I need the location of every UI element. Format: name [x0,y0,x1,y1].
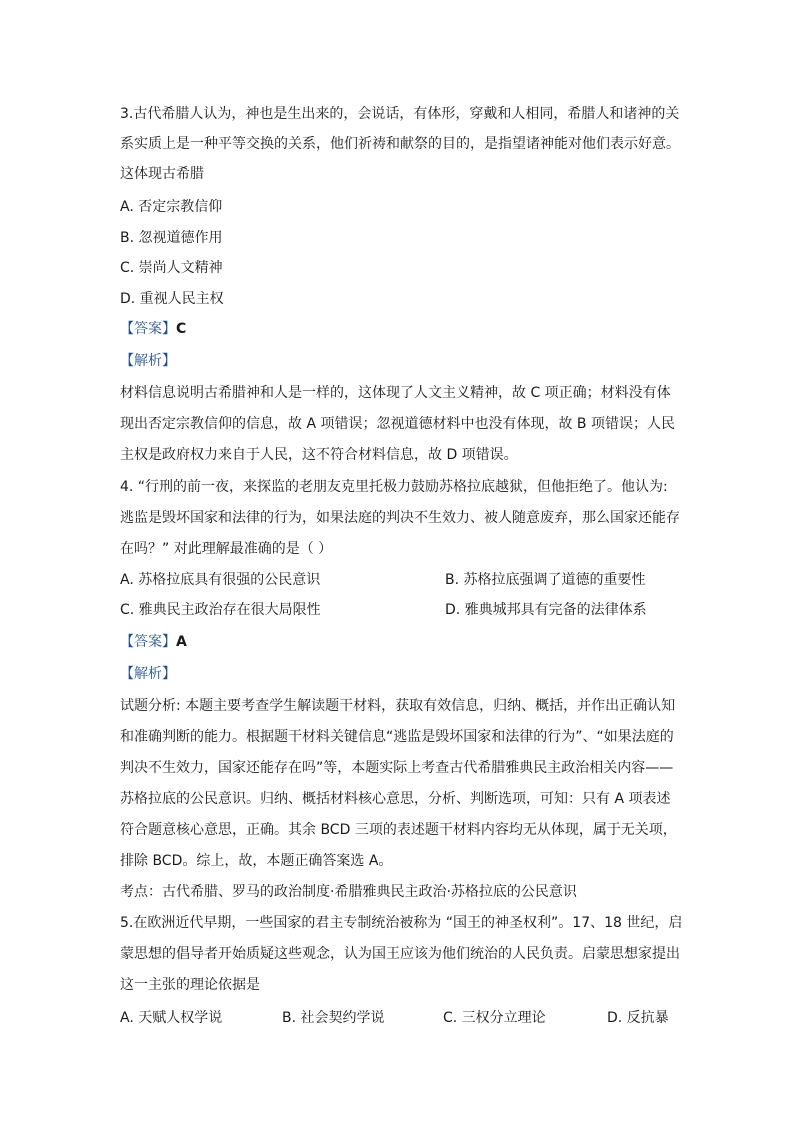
q4-stem-line-1: 4. “行刑的前一夜，来探监的老朋友克里托极力鼓励苏格拉底越狱，但他拒绝了。他认为: [120,479,668,495]
q4-option-d: D. 雅典城邦具有完备的法律体系 [445,602,647,618]
q5-option-d: D. 反抗暴 [607,1010,669,1026]
q3-option-d: D. 重视人民主权 [120,291,224,307]
q3-stem-line-3: 这体现古希腊 [120,166,204,182]
q3-analysis-line-3: 主权是政府权力来自于人民，这不符合材料信息，故 D 项错误。 [120,447,518,463]
answer-tag: 【答案】 [120,321,176,337]
q4-option-a: A. 苏格拉底具有很强的公民意识 [120,572,321,588]
q4-analysis-line-5: 符合题意核心意思，正确。其余 BCD 三项的表述题干材料内容均无从体现，属于无关项， [120,822,677,838]
q4-analysis-line-2: 和准确判断的能力。根据题干材料关键信息“逃监是毁坏国家和法律的行为”、“如果法庭的 [120,729,674,745]
q5-option-a: A. 天赋人权学说 [120,1010,223,1026]
q4-options-row-2 [120,600,680,620]
answer-value: A [176,634,187,650]
q5-stem-line-1: 5.在欧洲近代早期，一些国家的君主专制统治被称为 “国王的神圣权利”。17、18 世纪，启 [120,915,683,931]
q5-option-b: B. 社会契约学说 [282,1010,385,1026]
q3-option-c: C. 崇尚人文精神 [120,260,223,276]
q4-analysis-line-6: 排除 BCD。综上，故，本题正确答案选 A。 [120,853,393,869]
answer-tag: 【答案】 [120,634,176,650]
q4-analysis-tag: 【解析】 [120,666,176,682]
q4-analysis-line-3: 判决不生效力，国家还能存在吗”等，本题实际上考查古代希腊雅典民主政治相关内容—— [120,760,674,776]
q4-options-row-1 [120,570,680,590]
q4-option-c: C. 雅典民主政治存在很大局限性 [120,602,321,618]
answer-value: C [176,321,187,337]
q3-stem-line-2: 系实质上是一种平等交换的关系，他们祈祷和献祭的目的，是指望诸神能对他们表示好意。 [120,136,680,152]
q4-stem-line-2: 逃监是毁坏国家和法律的行为，如果法庭的判决不生效力、被人随意废弃，那么国家还能存 [120,510,680,526]
q4-kaodian: 考点：古代希腊、罗马的政治制度·希腊雅典民主政治·苏格拉底的公民意识 [120,884,577,900]
q3-option-a: A. 否定宗教信仰 [120,199,223,215]
q4-answer [120,632,680,652]
q4-analysis-line-4: 苏格拉底的公民意识。归纳、概括材料核心意思，分析、判断选项，可知：只有 A 项表述 [120,791,671,807]
q4-analysis-line-1: 试题分析: 本题主要考查学生解读题干材料，获取有效信息，归纳、概括，并作出正确认知 [120,698,676,714]
q3-option-b: B. 忽视道德作用 [120,230,223,246]
q3-answer [120,319,680,339]
q3-analysis-tag: 【解析】 [120,353,176,369]
q3-analysis-line-2: 现出否定宗教信仰的信息，故 A 项错误；忽视道德材料中也没有体现，故 B 项错误；人民 [120,416,675,432]
q5-option-c: C. 三权分立理论 [443,1010,546,1026]
q3-analysis-line-1: 材料信息说明古希腊神和人是一样的，这体现了人文主义精神，故 C 项正确；材料没有体 [120,385,671,401]
q4-stem-line-3: 在吗？” 对此理解最准确的是（ ） [120,541,333,557]
q5-stem-line-2: 蒙思想的倡导者开始质疑这些观念，认为国王应该为他们统治的人民负责。启蒙思想家提出 [120,946,680,962]
q5-stem-line-3: 这一主张的理论依据是 [120,977,260,993]
q4-option-b: B. 苏格拉底强调了道德的重要性 [445,572,646,588]
q3-stem-line-1: 3.古代希腊人认为，神也是生出来的，会说话，有体形，穿戴和人相同，希腊人和诸神的关 [120,106,680,122]
